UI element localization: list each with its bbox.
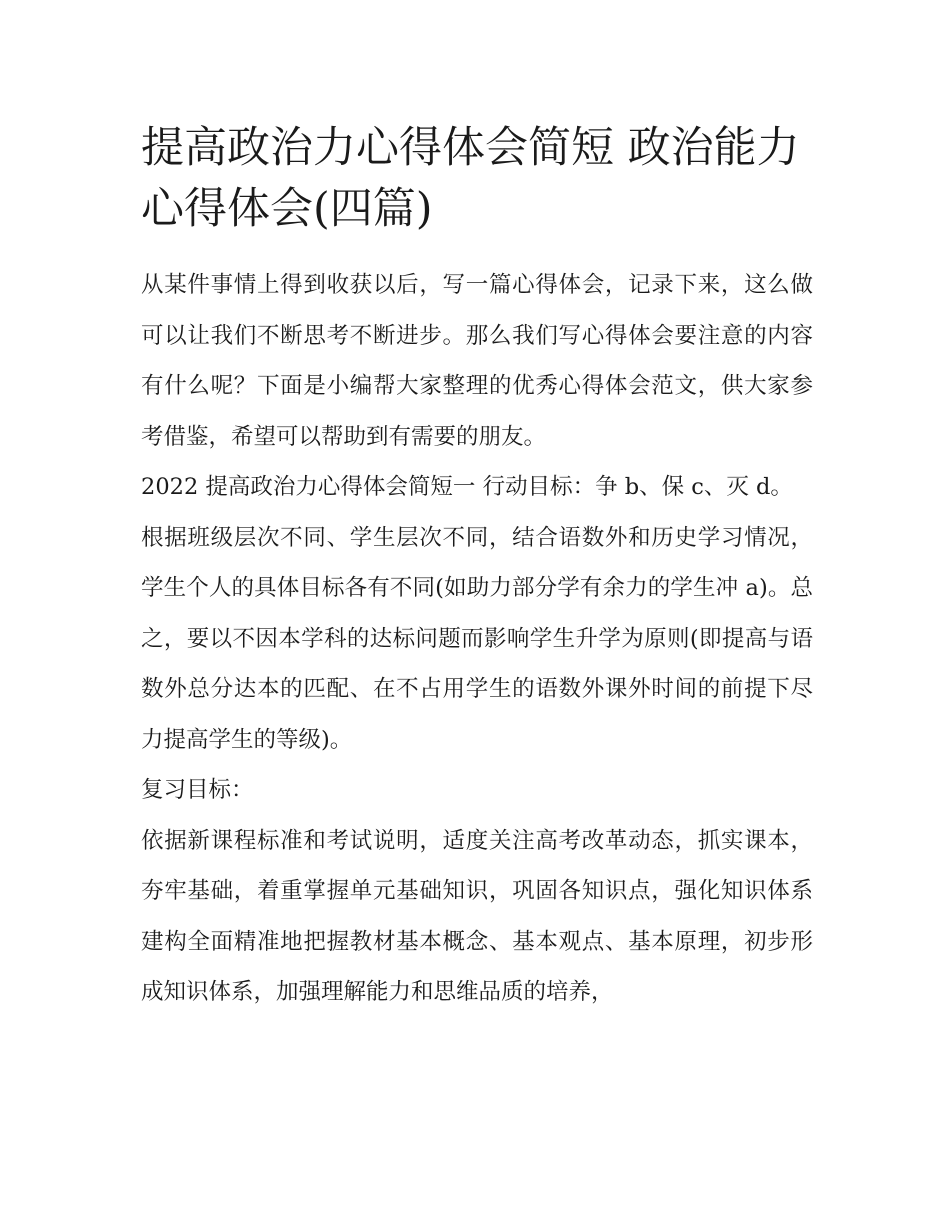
document-body — [141, 118, 813, 1018]
section-heading-paragraph: 2022 提高政治力心得体会简短一 行动目标：争 b、保 c、灭 d。 — [141, 474, 793, 500]
goal-paragraph: 根据班级层次不同、学生层次不同，结合语数外和历史学习情况，学生个人的具体目标各有不同(如助力部分学有余力的学生冲 a)。总之，要以不因本学科的达标问题而影响学生升学为原则(即提高与语数外总分达本的匹配、在不占用学生的语数外课外时间的前提下尽力提高学生的等级)。 — [141, 524, 813, 753]
document-title: 提高政治力心得体会简短 政治能力心得体会(四篇) — [141, 123, 800, 234]
intro-paragraph: 从某件事情上得到收获以后，写一篇心得体会，记录下来，这么做可以让我们不断思考不断进步。那么我们写心得体会要注意的内容有什么呢？下面是小编帮大家整理的优秀心得体会范文，供大家参考借鉴，希望可以帮助到有需要的朋友。 — [141, 272, 813, 450]
review-goal-label: 复习目标： — [141, 777, 254, 803]
review-goal-paragraph: 依据新课程标准和考试说明，适度关注高考改革动态，抓实课本，夯牢基础，着重掌握单元基础知识，巩固各知识点，强化知识体系建构全面精准地把握教材基本概念、基本观点、基本原理，初步形成知识体系，加强理解能力和思维品质的培养， — [141, 827, 813, 1005]
